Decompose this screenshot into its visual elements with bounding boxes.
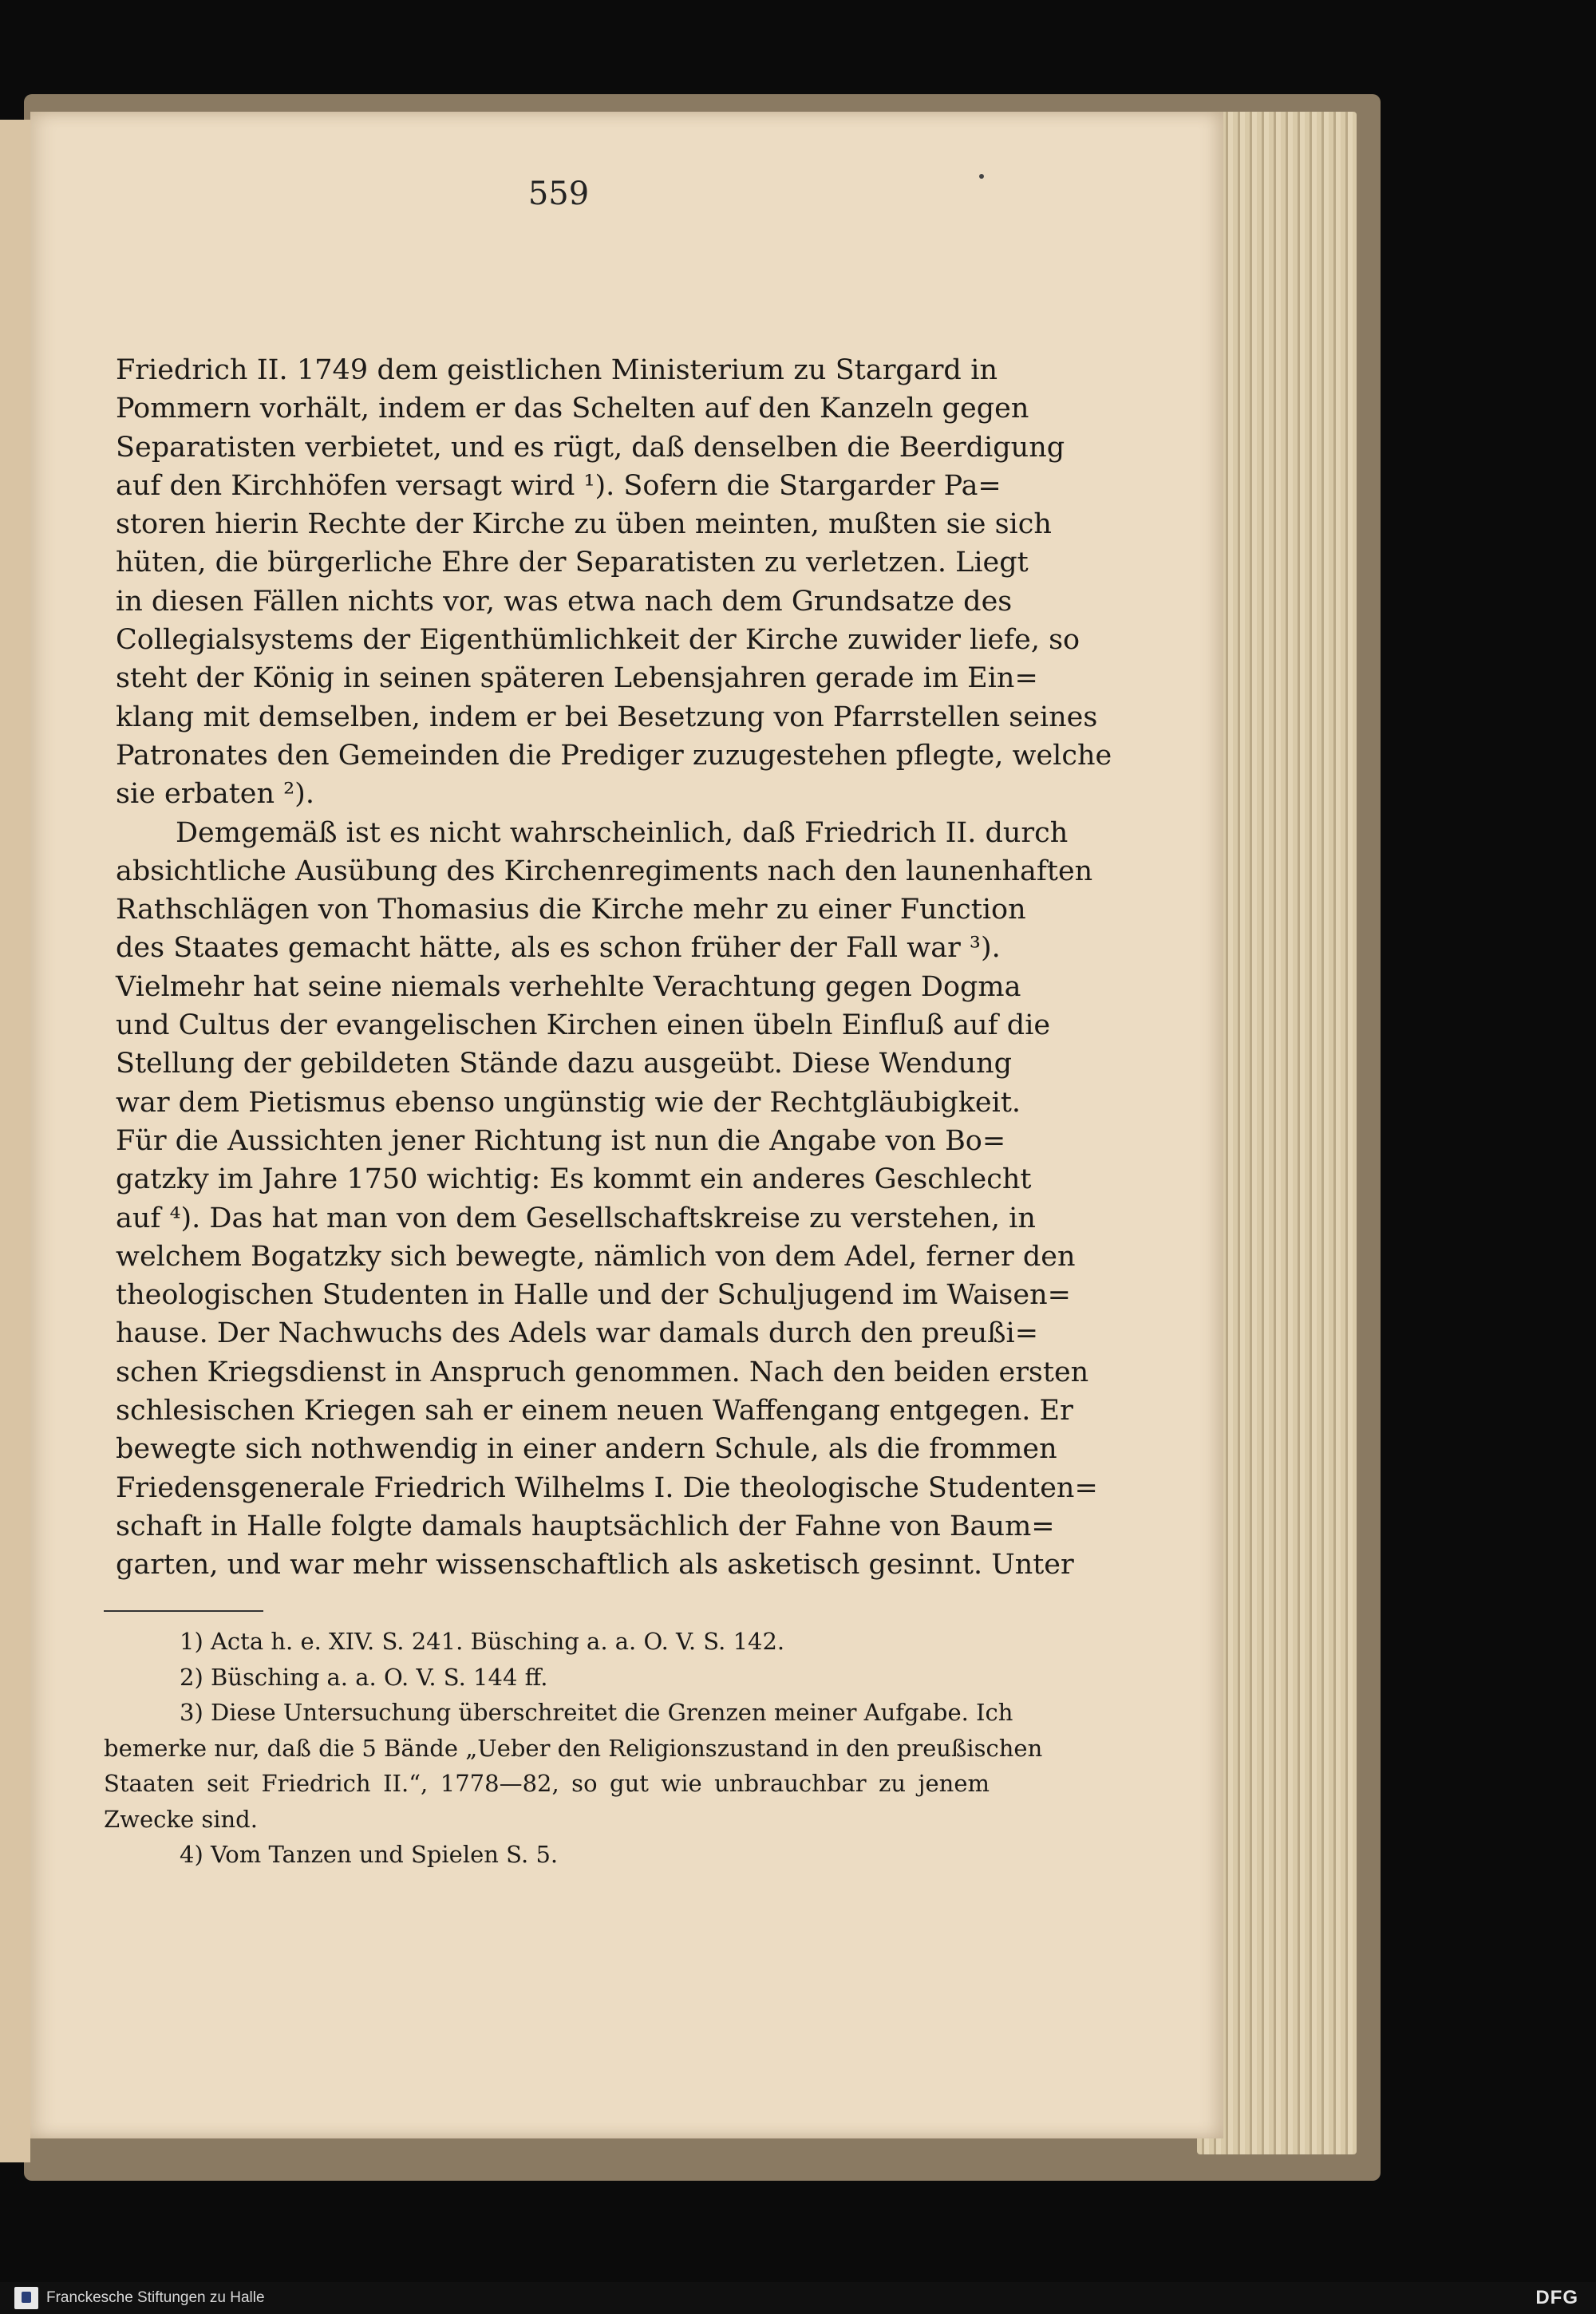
- footnote-line: 1) Acta h. e. XIV. S. 241. Büsching a. a. O. V. S. 142.: [180, 1628, 785, 1655]
- facing-page-edge: [0, 120, 30, 2162]
- footnote-line: 4) Vom Tanzen und Spielen S. 5.: [180, 1841, 559, 1868]
- text-line: Friedensgenerale Friedrich Wilhelms I. Die theologische Studenten=: [116, 1471, 1098, 1504]
- text-line: Für die Aussichten jener Richtung ist nun die Angabe von Bo=: [116, 1124, 1006, 1157]
- text-line: hause. Der Nachwuchs des Adels war damals durch den preußi=: [116, 1317, 1039, 1350]
- text-line: theologischen Studenten in Halle und der Schuljugend im Waisen=: [116, 1279, 1071, 1312]
- text-line: schen Kriegsdienst in Anspruch genommen. Nach den beiden ersten: [116, 1356, 1089, 1388]
- text-line: Vielmehr hat seine niemals verhehlte Verachtung gegen Dogma: [116, 970, 1021, 1003]
- footnote-line: 3) Diese Untersuchung überschreitet die Grenzen meiner Aufgabe. Ich: [180, 1699, 1013, 1726]
- ink-speck: [979, 174, 984, 179]
- text-line: auf den Kirchhöfen versagt wird ¹). Sofern die Stargarder Pa=: [116, 469, 1001, 502]
- footnotes: [104, 1624, 1043, 1873]
- dfg-logo: DFG: [1535, 2287, 1578, 2308]
- text-line: gatzky im Jahre 1750 wichtig: Es kommt ein anderes Geschlecht: [116, 1163, 1032, 1196]
- text-line: schlesischen Kriegen sah er einem neuen Waffengang entgegen. Er: [116, 1395, 1073, 1427]
- text-line: sie erbaten ²).: [116, 778, 314, 811]
- text-line: Patronates den Gemeinden die Prediger zuzugestehen pflegte, welche: [116, 739, 1112, 772]
- text-line: und Cultus der evangelischen Kirchen einen übeln Einfluß auf die: [116, 1009, 1051, 1042]
- text-line: schaft in Halle folgte damals hauptsächlich der Fahne von Baum=: [116, 1510, 1055, 1542]
- footnote-line: 2) Büsching a. a. O. V. S. 144 ff.: [180, 1663, 548, 1691]
- text-line: welchem Bogatzky sich bewegte, nämlich von dem Adel, ferner den: [116, 1240, 1076, 1273]
- text-line: storen hierin Rechte der Kirche zu üben meinten, mußten sie sich: [116, 508, 1052, 541]
- text-line: auf ⁴). Das hat man von dem Gesellschaftskreise zu verstehen, in: [116, 1202, 1036, 1234]
- viewer-footer: [0, 2282, 1596, 2314]
- institution-name: Franckesche Stiftungen zu Halle: [46, 2289, 265, 2306]
- text-line: steht der König in seinen späteren Lebensjahren gerade im Ein=: [116, 662, 1038, 695]
- text-line: bewegte sich nothwendig in einer andern Schule, als die frommen: [116, 1433, 1057, 1466]
- footnote-rule: [104, 1610, 263, 1612]
- text-line: Collegialsystems der Eigenthümlichkeit der Kirche zuwider liefe, so: [116, 624, 1080, 657]
- text-line: absichtliche Ausübung des Kirchenregiments nach den launenhaften: [116, 855, 1093, 887]
- footnote-line: Staaten seit Friedrich II.“, 1778—82, so gut wie unbrauchbar zu jenem: [104, 1770, 990, 1797]
- body-text: [116, 351, 1112, 1585]
- text-line: Friedrich II. 1749 dem geistlichen Ministerium zu Stargard in: [116, 354, 998, 386]
- text-line: Stellung der gebildeten Stände dazu ausgeübt. Diese Wendung: [116, 1048, 1013, 1080]
- text-line: des Staates gemacht hätte, als es schon früher der Fall war ³).: [116, 932, 1001, 965]
- text-line: war dem Pietismus ebenso ungünstig wie der Rechtgläubigkeit.: [116, 1086, 1021, 1119]
- page-number: 559: [527, 176, 590, 212]
- text-line: hüten, die bürgerliche Ehre der Separatisten zu verletzen. Liegt: [116, 547, 1029, 579]
- text-line: Separatisten verbietet, und es rügt, daß denselben die Beerdigung: [116, 431, 1065, 464]
- footnote-line: bemerke nur, daß die 5 Bände „Ueber den Religionszustand in den preußischen: [104, 1734, 1043, 1762]
- text-line: klang mit demselben, indem er bei Besetzung von Pfarrstellen seines: [116, 701, 1098, 733]
- text-line: Rathschlägen von Thomasius die Kirche mehr zu einer Function: [116, 894, 1026, 926]
- institution-logo-icon: [14, 2287, 38, 2309]
- footnote-line: Zwecke sind.: [104, 1805, 258, 1833]
- text-line: Pommern vorhält, indem er das Schelten auf den Kanzeln gegen: [116, 393, 1029, 425]
- text-line: in diesen Fällen nichts vor, was etwa nach dem Grundsatze des: [116, 585, 1013, 618]
- text-line: garten, und war mehr wissenschaftlich als asketisch gesinnt. Unter: [116, 1549, 1074, 1581]
- text-line: Demgemäß ist es nicht wahrscheinlich, daß Friedrich II. durch: [176, 816, 1069, 849]
